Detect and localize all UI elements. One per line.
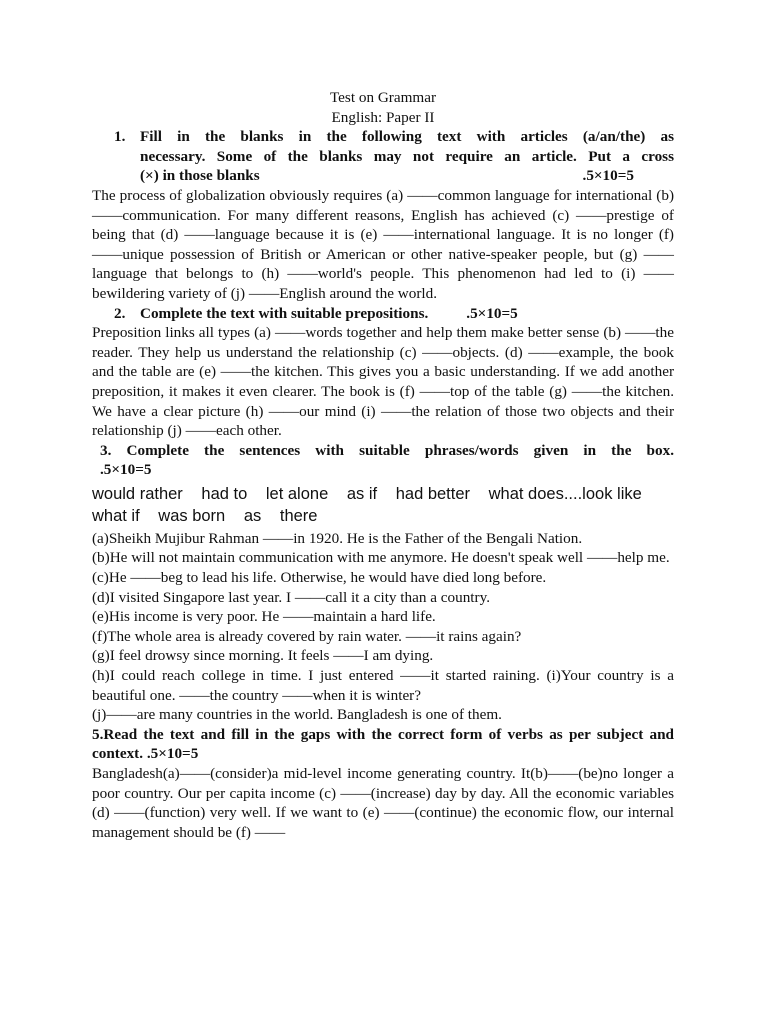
question-1-heading bbox=[92, 127, 674, 186]
question-1-line-1: Fill in the blanks in the following text with articles (a/an/the) as bbox=[140, 128, 674, 146]
word-option: what does....look like bbox=[488, 484, 642, 503]
question-1-line-3 bbox=[140, 166, 674, 186]
question-3-item: (g)I feel drowsy since morning. It feels ——I am dying. bbox=[92, 647, 434, 665]
paper-subtitle: English: Paper II bbox=[331, 108, 435, 126]
question-3-item: (e)His income is very poor. He ——maintain a hard life. bbox=[92, 608, 436, 626]
document-page bbox=[92, 88, 674, 842]
question-3-item: (b)He will not maintain communication with me anymore. He doesn't speak well ——help me. bbox=[92, 549, 670, 567]
question-3-item: (c)He ——beg to lead his life. Otherwise, he would have died long before. bbox=[92, 569, 547, 587]
word-option: let alone bbox=[265, 484, 329, 503]
question-3-heading-text: 3. Complete the sentences with suitable phrases/words given in the box. bbox=[100, 441, 674, 459]
question-3-item: (h)I could reach college in time. I just entered ——it started raining. (i)Your country is a beautiful one. ——the country ——when it is winter? bbox=[92, 667, 674, 704]
question-3-heading bbox=[92, 441, 674, 480]
question-2-number: 2. bbox=[114, 304, 126, 322]
word-option: had to bbox=[201, 484, 248, 503]
word-option: as bbox=[243, 506, 262, 525]
word-option: there bbox=[279, 506, 318, 525]
word-option: would rather bbox=[92, 484, 183, 503]
question-3-item: (j)——are many countries in the world. Bangladesh is one of them. bbox=[92, 706, 502, 724]
question-5-heading: 5.Read the text and fill in the gaps with the correct form of verbs as per subject and context. .5×10=5 bbox=[92, 725, 674, 763]
question-3-item: (f)The whole area is already covered by rain water. ——it rains again? bbox=[92, 627, 522, 645]
word-option: what if bbox=[92, 506, 140, 525]
word-option: had better bbox=[395, 484, 471, 503]
test-title: Test on Grammar bbox=[329, 89, 437, 106]
question-1-passage: The process of globalization obviously requires (a) ——common language for international (b) ——communication. For many different reasons, English has achieved (c) ——prestige of being that (d) ——language because it is (e) ——international language. It is no longer (f) ——unique possession of British or American or other native-speaker people, but (g) ——language that belongs to (h) ——world's people. This phenomenon had led to (i) ——bewildering variety of (j) ——English around the world. bbox=[92, 186, 674, 302]
word-box bbox=[92, 483, 674, 527]
question-3-marks: .5×10=5 bbox=[100, 461, 152, 479]
word-option: was born bbox=[158, 506, 226, 525]
question-1-line-2: necessary. Some of the blanks may not require an article. Put a cross bbox=[140, 147, 674, 165]
question-1-number: 1. bbox=[114, 128, 126, 146]
question-2-heading bbox=[92, 304, 674, 324]
question-2-heading-text: Complete the text with suitable prepositions. bbox=[140, 304, 429, 322]
question-1-line-3-text: (×) in those blanks bbox=[140, 167, 260, 185]
question-2-passage: Preposition links all types (a) ——words together and help them make better sense (b) ——the reader. They help us understand the relationship (c) ——objects. (d) ——example, the book and the table are (e) ——the kitchen. This gives you a basic understanding. If we add another preposition, it makes it even clearer. The book is (f) ——top of the table (g) ——the kitchen. We have a clear picture (h) ——our mind (i) ——the relation of those two objects and their relationship (j) ——each other. bbox=[92, 324, 674, 440]
question-3-item: (a)Sheikh Mujibur Rahman ——in 1920. He is the Father of the Bengali Nation. bbox=[92, 529, 583, 547]
question-3-item: (d)I visited Singapore last year. I ——call it a city than a country. bbox=[92, 588, 490, 606]
question-1-marks: .5×10=5 bbox=[582, 167, 634, 185]
question-2-marks: .5×10=5 bbox=[466, 304, 518, 322]
question-5-passage: Bangladesh(a)——(consider)a mid-level income generating country. It(b)——(be)no longer a poor country. Our per capita income (c) ——(increase) day by day. All the economic variables (d) ——(function) very well. If we want to (e) ——(continue) the economic flow, our internal management should be (f) —— bbox=[92, 765, 674, 841]
word-option: as if bbox=[346, 484, 378, 503]
